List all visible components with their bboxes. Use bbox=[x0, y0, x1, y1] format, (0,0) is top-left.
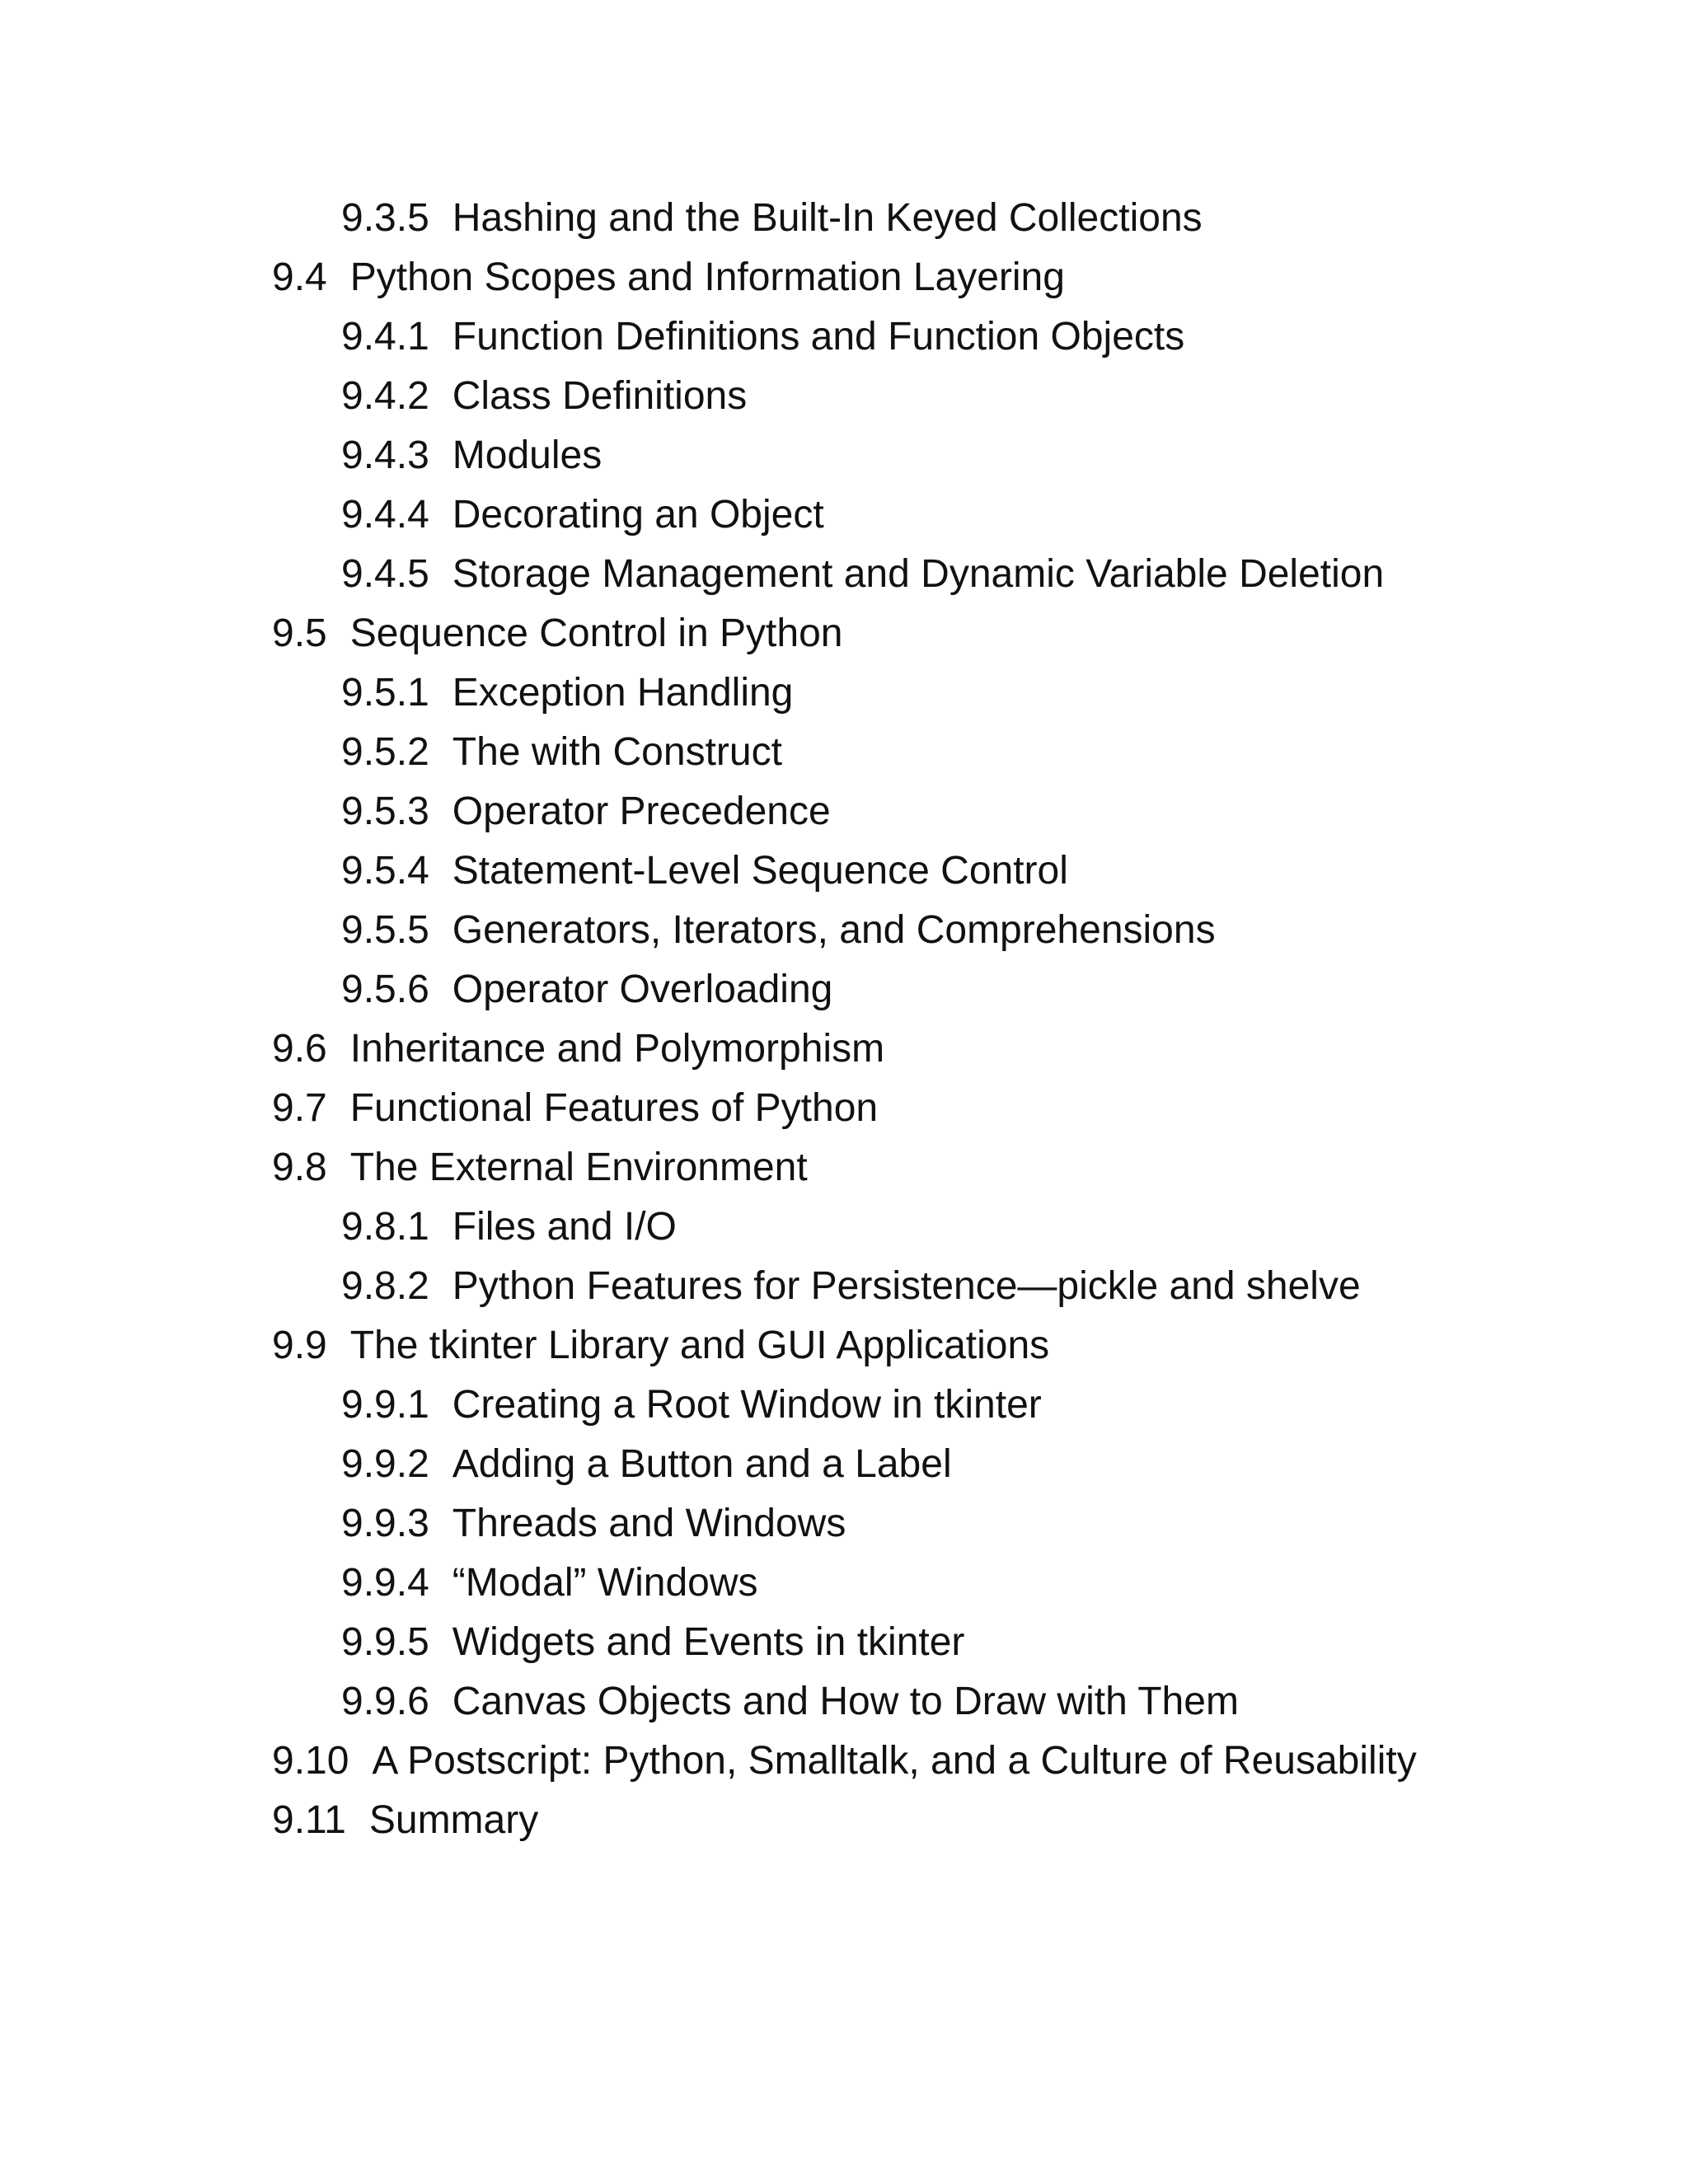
toc-entry-number: 9.3.5 bbox=[341, 196, 429, 240]
toc-entry bbox=[0, 1204, 1688, 1263]
toc-entry-title: Operator Precedence bbox=[452, 790, 831, 833]
toc-entry-number: 9.4.2 bbox=[341, 374, 429, 418]
toc-entry-title: Functional Features of Python bbox=[349, 1086, 879, 1130]
toc-entry-title: Creating a Root Window in tkinter bbox=[452, 1383, 1042, 1427]
toc-entry-title: Sequence Control in Python bbox=[349, 612, 843, 655]
toc-entry-number: 9.8.2 bbox=[341, 1264, 429, 1308]
toc-entry bbox=[0, 1797, 1688, 1857]
toc-entry-title: Modules bbox=[452, 434, 603, 477]
toc-entry-number: 9.6 bbox=[272, 1027, 327, 1071]
toc-entry bbox=[0, 670, 1688, 729]
toc-entry bbox=[0, 907, 1688, 967]
toc-entry-number: 9.7 bbox=[272, 1086, 327, 1130]
toc-entry bbox=[0, 1619, 1688, 1679]
toc-entry-title: Threads and Windows bbox=[452, 1502, 846, 1545]
toc-entry bbox=[0, 729, 1688, 789]
toc-entry-title: Widgets and Events in tkinter bbox=[452, 1620, 965, 1664]
toc-entry-number: 9.4.5 bbox=[341, 552, 429, 596]
toc-entry-number: 9.9.2 bbox=[341, 1442, 429, 1486]
toc-entry-number: 9.5.4 bbox=[341, 849, 429, 893]
toc-entry-number: 9.4.1 bbox=[341, 315, 429, 359]
toc-entry bbox=[0, 789, 1688, 848]
toc-entry bbox=[0, 1323, 1688, 1382]
toc-entry-number: 9.4 bbox=[272, 255, 327, 299]
toc-entry-title: Exception Handling bbox=[452, 671, 794, 715]
toc-entry-title: Operator Overloading bbox=[452, 968, 833, 1011]
toc-entry-title: Statement-Level Sequence Control bbox=[452, 849, 1068, 893]
toc-entry-title: Adding a Button and a Label bbox=[452, 1442, 952, 1486]
toc-entry-title: Function Definitions and Function Objects bbox=[452, 315, 1185, 359]
toc-entry-number: 9.8.1 bbox=[341, 1205, 429, 1249]
toc-entry-number: 9.9.6 bbox=[341, 1680, 429, 1723]
toc-entry-number: 9.5.1 bbox=[341, 671, 429, 715]
toc-entry bbox=[0, 195, 1688, 255]
table-of-contents bbox=[0, 195, 1688, 1857]
toc-entry bbox=[0, 1441, 1688, 1501]
toc-entry-title: The External Environment bbox=[349, 1146, 808, 1189]
toc-entry bbox=[0, 551, 1688, 611]
toc-entry bbox=[0, 373, 1688, 433]
toc-entry bbox=[0, 1145, 1688, 1204]
toc-entry bbox=[0, 1382, 1688, 1441]
toc-entry bbox=[0, 1560, 1688, 1619]
toc-entry-number: 9.10 bbox=[272, 1739, 349, 1783]
toc-entry-number: 9.9.4 bbox=[341, 1561, 429, 1605]
toc-entry-title: Files and I/O bbox=[452, 1205, 677, 1249]
toc-entry bbox=[0, 1738, 1688, 1797]
toc-entry-number: 9.5 bbox=[272, 612, 327, 655]
toc-entry-number: 9.11 bbox=[272, 1798, 346, 1842]
toc-entry-number: 9.8 bbox=[272, 1146, 327, 1189]
toc-entry-title: Python Scopes and Information Layering bbox=[349, 255, 1065, 299]
toc-entry-title: Hashing and the Built-In Keyed Collections bbox=[452, 196, 1203, 240]
toc-entry-title: Generators, Iterators, and Comprehensions bbox=[452, 908, 1216, 952]
toc-entry bbox=[0, 492, 1688, 551]
toc-entry bbox=[0, 1263, 1688, 1323]
toc-entry bbox=[0, 967, 1688, 1026]
toc-entry-number: 9.9.1 bbox=[341, 1383, 429, 1427]
toc-entry bbox=[0, 1679, 1688, 1738]
toc-entry-number: 9.5.2 bbox=[341, 730, 429, 774]
toc-entry bbox=[0, 1026, 1688, 1085]
toc-entry-title: Canvas Objects and How to Draw with Them bbox=[452, 1680, 1239, 1723]
toc-entry-number: 9.4.4 bbox=[341, 493, 429, 537]
toc-entry-title: A Postscript: Python, Smalltalk, and a Culture of Reusability bbox=[372, 1739, 1417, 1783]
toc-entry-title: Python Features for Persistence—pickle and shelve bbox=[452, 1264, 1361, 1308]
toc-entry-number: 9.5.5 bbox=[341, 908, 429, 952]
toc-entry-title: “Modal” Windows bbox=[452, 1561, 758, 1605]
toc-entry-title: Class Definitions bbox=[452, 374, 748, 418]
toc-entry-title: The tkinter Library and GUI Applications bbox=[349, 1324, 1050, 1367]
toc-entry-number: 9.9.5 bbox=[341, 1620, 429, 1664]
toc-entry-title: The with Construct bbox=[452, 730, 782, 774]
toc-entry bbox=[0, 1501, 1688, 1560]
toc-entry-title: Inheritance and Polymorphism bbox=[349, 1027, 885, 1071]
toc-entry bbox=[0, 848, 1688, 907]
toc-entry-title: Decorating an Object bbox=[452, 493, 824, 537]
toc-entry-number: 9.9 bbox=[272, 1324, 327, 1367]
toc-entry-number: 9.5.6 bbox=[341, 968, 429, 1011]
toc-entry-number: 9.4.3 bbox=[341, 434, 429, 477]
toc-entry bbox=[0, 611, 1688, 670]
toc-entry-title: Storage Management and Dynamic Variable Deletion bbox=[452, 552, 1385, 596]
toc-entry-number: 9.5.3 bbox=[341, 790, 429, 833]
toc-entry bbox=[0, 1085, 1688, 1145]
toc-entry bbox=[0, 255, 1688, 314]
toc-entry bbox=[0, 314, 1688, 373]
toc-entry-number: 9.9.3 bbox=[341, 1502, 429, 1545]
toc-entry-title: Summary bbox=[368, 1798, 539, 1842]
toc-entry bbox=[0, 433, 1688, 492]
